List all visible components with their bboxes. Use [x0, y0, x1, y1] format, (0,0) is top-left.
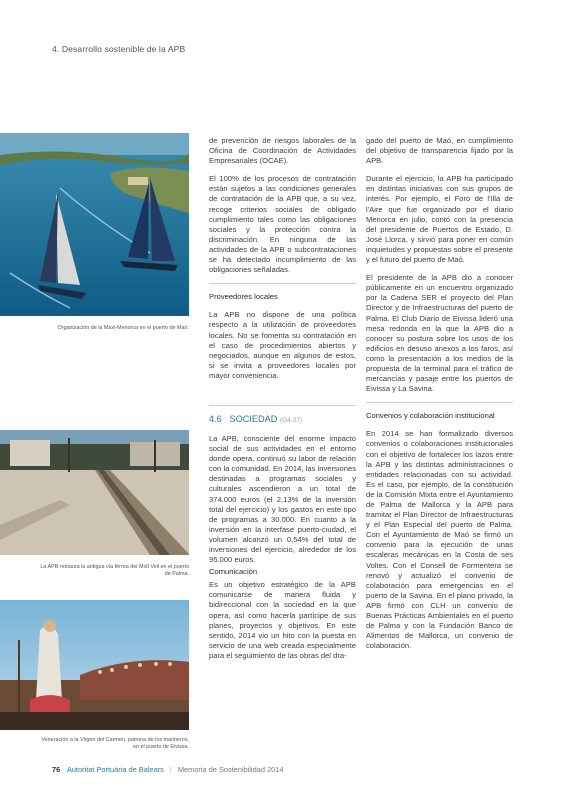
subheading-proveedores: Proveedores locales: [209, 292, 278, 302]
text-column-2: [366, 136, 513, 659]
divider: [366, 402, 513, 403]
paragraph: La APB no dispone de una política respecto a la utilización de proveedores locales. No se fomenta su contratación en el caso de procedimientos abiertos y negociados, aunque en algunos de estos, si se invita a proveedores locales por mayor conveniencia.: [209, 310, 356, 380]
procession-caption: Veneración a la Virgen del Carmen, patrona de los marineros, en el puerto de Eivissa.: [41, 737, 189, 750]
regatta-caption: Organización de la Maxi-Menorca en el puerto de Maó.: [57, 325, 189, 331]
subheading-convenios: Convenios y colaboración institucional: [366, 411, 495, 421]
paragraph: gado del puerto de Maó, en cumplimiento del objetivo de transparencia fijado por la APB.: [366, 136, 513, 166]
footer-org: Autoritat Portuària de Balears: [66, 765, 164, 774]
footer-report: Memoria de Sostenibilidad 2014: [177, 765, 284, 774]
section-name: SOCIEDAD: [229, 413, 278, 424]
chapter-header: 4. Desarrollo sostenible de la APB: [52, 44, 186, 54]
paragraph: El 100% de los procesos de contratación están sujetos a las condiciones generales de contratación de la APB que, a su vez, recoge criterios sociales de obligado cumplimiento tales como las obligaciones sociales y la protección contra la discriminación. En ninguna de las actividades de la APB o subcontrataciones se ha detectado incumplimiento de las obligaciones señaladas.: [209, 174, 356, 275]
paragraph: Durante el ejercicio, la APB ha participado en distintas iniciativas con sus grupos de interés. Por ejemplo, el Foro de l'Illa de l'Aire que fue organizado por el diario Menorca en julio, contó con la presencia del presidente de Puertos de Estado, D. José Llorca, y sirvió para poner en común inquietudes y propuestas sobre el presente y el futuro del puerto de Maó.: [366, 174, 513, 265]
paragraph: En 2014 se han formalizado diversos convenios o colaboraciones institucionales con el objetivo de fortalecer los lazos entre la APB y las distintas administraciones o entidades relacionadas con su actividad. Es el caso, por ejemplo, de la constitución de la Comisión Mixta entre el Ayuntamiento de Palma de Mallorca y la APB para tramitar el Plan Director de Infraestructuras y el Plan Especial del puerto de Palma. Con el Ayuntamiento de Maó se firmó un convenio para la ejecución de unas escaleras mecánicas en la Costa de ses Voltes. Con el Consell de Formentera se renovó y actualizó el convenio de colaboración para emergencias en el puerto de la Savina. En el plano privado, la APB firmó con CLH un convenio de Buenas Prácticas Ambientales en el puerto de Palma y con la Fundación Banco de Alimentos de Mallorca, un convenio de colaboración.: [366, 429, 513, 651]
section-number: 4.6: [209, 413, 222, 424]
procession-photo: [0, 600, 189, 730]
paragraph: Es un objetivo estratégico de la APB comunicarse de manera fluida y bidireccional con la sociedad en la que opera, así como hacerla partícipe de sus planes, proyectos y objetivos. En este sentido, 2014 vio un hito con la puesta en servicio de una web creada especialmente para el seguimiento de las obras del dra-: [209, 580, 356, 660]
regatta-photo: [0, 133, 189, 316]
page-footer: [52, 765, 283, 774]
subheading-comunicacion: Comunicación: [209, 567, 258, 577]
paragraph: El presidente de la APB dio a conocer públicamente en un encuentro organizado por la Cadena SER el proyecto del Plan Director y de Infraestructuras del puerto de Palma. El Club Diario de Eivissa lideró una mesa redonda en la que la APB dio a conocer su postura sobre los usos de los edificios en desuso anexos a los faros, así como la presentación a los medios de la propuesta de la terminal para el tráfico de mercancías y pasaje entre los puertos de Eivissa y La Savina.: [366, 273, 513, 394]
section-code: (G4-27): [280, 416, 303, 424]
paragraph: de prevención de riesgos laborales de la Oficina de Coordinación de Actividades Empresariales (OCAE).: [209, 136, 356, 166]
section-title: [209, 414, 356, 426]
footer-separator: |: [169, 765, 172, 774]
railway-photo: [0, 430, 189, 555]
paragraph: La APB, consciente del enorme impacto social de sus actividades en el entorno donde opera, continuó su labor de relación con la comunidad. En 2014, las inversiones destinadas a programas sociales y culturales ascendieron a un total de 374.000 euros (el 2,13% de la inversión total del ejercicio) y los gastos en este tipo de programas a 30.000. En cuanto a la inversión en la interfase puerto-ciudad, el volumen alcanzó un 0,54% del total de inversiones del ejercicio, alrededor de los 95.000 euros.: [209, 433, 356, 565]
page-number: 76: [52, 765, 61, 774]
text-column-1: [209, 136, 356, 669]
railway-caption: La APB restaura la antigua vía férrea del Moll Vell en el puerto de Palma.: [40, 564, 189, 577]
divider: [209, 405, 356, 406]
divider: [209, 283, 356, 284]
